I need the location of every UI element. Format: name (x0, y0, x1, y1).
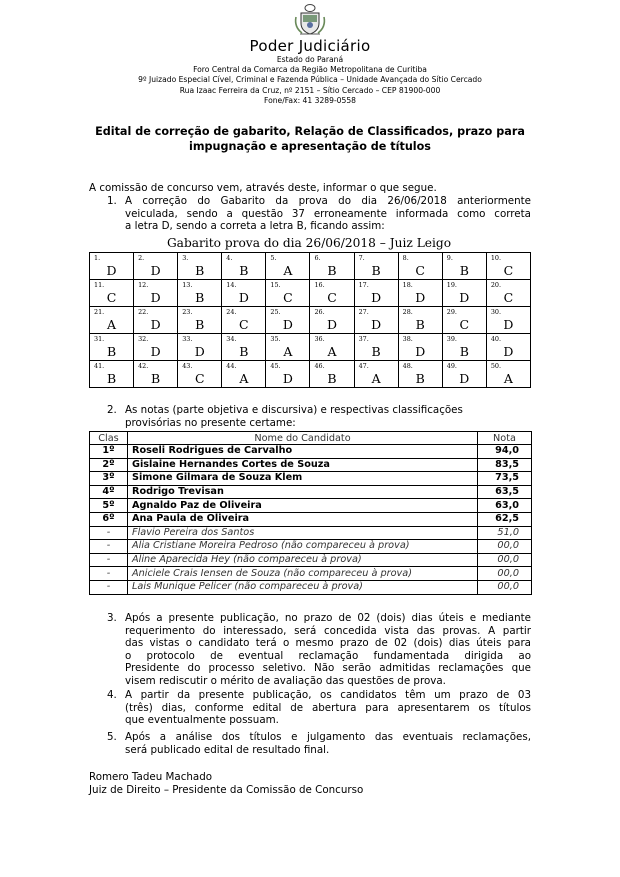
answer-letter: D (415, 290, 426, 305)
question-number: 22. (138, 308, 149, 316)
gabarito-cell (222, 307, 266, 334)
gabarito-cell (398, 280, 442, 307)
question-number: 44. (226, 362, 237, 370)
question-number: 8. (402, 254, 409, 262)
gabarito-cell (134, 280, 178, 307)
gabarito-cell (310, 361, 354, 388)
candidate-grade: 00,0 (478, 580, 532, 594)
answer-letter: A (327, 344, 337, 359)
answer-letter: D (327, 317, 338, 332)
edital-title-line2: impugnação e apresentação de títulos (189, 140, 431, 153)
candidate-name: Roseli Rodrigues de Carvalho (128, 445, 478, 459)
signature-role: Juiz de Direito – Presidente da Comissão de Concurso (89, 784, 364, 796)
candidate-grade: 00,0 (478, 567, 532, 581)
gabarito-row (90, 361, 531, 388)
answer-letter: C (283, 290, 293, 305)
gabarito-cell (486, 253, 530, 280)
candidate-rank: 1º (90, 445, 128, 459)
answer-letter: D (459, 371, 470, 386)
item3-line1: Após a presente publicação, no prazo de 02 (dois) dias úteis e mediante (125, 612, 531, 624)
candidate-grade: 62,5 (478, 512, 532, 526)
question-number: 18. (402, 281, 413, 289)
candidate-grade: 83,5 (478, 458, 532, 472)
answer-letter: D (106, 263, 117, 278)
answer-letter: D (238, 290, 249, 305)
col-header-class: Clas (90, 432, 128, 445)
candidate-rank: 5º (90, 499, 128, 513)
answer-letter: B (106, 344, 117, 359)
candidate-name: Aline Aparecida Hey (não compareceu à prova) (128, 553, 478, 567)
answer-letter: D (282, 317, 293, 332)
gabarito-cell (398, 307, 442, 334)
candidate-grade: 51,0 (478, 526, 532, 540)
item5-line1: Após a análise dos títulos e julgamento das eventuais reclamações, (125, 731, 531, 743)
question-number: 48. (402, 362, 413, 370)
gabarito-cell (354, 334, 398, 361)
candidate-name: Gislaine Hernandes Cortes de Souza (128, 458, 478, 472)
item1-line2: veiculada, sendo a questão 37 erroneamente informada como correta (125, 207, 531, 220)
gabarito-cell (442, 307, 486, 334)
candidate-rank: - (90, 580, 128, 594)
answer-letter: B (239, 344, 249, 359)
header-title: Poder Judiciário (249, 37, 371, 55)
gabarito-cell (354, 253, 398, 280)
answer-letter: B (239, 263, 249, 278)
answer-letter: B (459, 344, 469, 359)
candidate-name: Ana Paula de Oliveira (128, 512, 478, 526)
item1-line1: A correção do Gabarito da prova do dia 26/06/2018 anteriormente (125, 195, 531, 207)
classification-header-row (90, 432, 532, 445)
question-number: 45. (270, 362, 281, 370)
answer-letter: C (503, 263, 514, 278)
question-number: 41. (94, 362, 105, 370)
question-number: 31. (94, 335, 105, 343)
question-number: 37. (358, 335, 369, 343)
answer-letter: D (503, 344, 514, 359)
question-number: 42. (138, 362, 149, 370)
answer-letter: B (327, 263, 337, 278)
signature-name: Romero Tadeu Machado (89, 771, 213, 783)
gabarito-cell (90, 361, 134, 388)
answer-letter: C (327, 290, 337, 305)
gabarito-cell (178, 361, 222, 388)
gabarito-cell (134, 334, 178, 361)
question-number: 9. (446, 254, 453, 262)
candidate-row (90, 445, 532, 459)
gabarito-cell (266, 253, 310, 280)
candidate-row (90, 485, 532, 499)
gabarito-cell (398, 361, 442, 388)
gabarito-row (90, 280, 531, 307)
gabarito-table (89, 252, 531, 388)
question-number: 43. (182, 362, 193, 370)
gabarito-title: Gabarito prova do dia 26/06/2018 – Juiz Leigo (166, 236, 452, 250)
gabarito-cell (486, 307, 530, 334)
question-number: 10. (490, 254, 502, 262)
gabarito-row (90, 307, 531, 334)
edital-title-line1: Edital de correção de gabarito, Relação de Classificados, prazo para (95, 125, 525, 138)
answer-letter: C (194, 371, 205, 386)
gabarito-cell (486, 361, 530, 388)
gabarito-cell (266, 307, 310, 334)
gabarito-cell (134, 361, 178, 388)
item4-number: 4. (107, 689, 117, 701)
candidate-name: Rodrigo Trevisan (128, 485, 478, 499)
answer-letter: D (194, 344, 205, 359)
gabarito-cell (90, 280, 134, 307)
item5-number: 5. (107, 731, 117, 743)
question-number: 19. (446, 281, 457, 289)
candidate-row (90, 567, 532, 581)
candidate-grade: 00,0 (478, 540, 532, 554)
item3-line2: requerimento do interessado, será concedida vista das provas. A partir (125, 624, 531, 637)
question-number: 5. (270, 254, 277, 262)
question-number: 14. (226, 281, 237, 289)
question-number: 3. (182, 254, 189, 262)
question-number: 35. (270, 335, 281, 343)
candidate-rank: 3º (90, 472, 128, 486)
gabarito-row (90, 253, 531, 280)
gabarito-cell (266, 334, 310, 361)
answer-letter: B (371, 344, 381, 359)
question-number: 24. (226, 308, 237, 316)
candidate-grade: 63,5 (478, 485, 532, 499)
answer-letter: B (195, 317, 205, 332)
header-state: Estado do Paraná (276, 55, 344, 64)
question-number: 29. (446, 308, 457, 316)
question-number: 38. (402, 335, 413, 343)
candidate-row (90, 540, 532, 554)
answer-letter: D (371, 290, 382, 305)
answer-letter: B (459, 263, 469, 278)
gabarito-cell (90, 307, 134, 334)
question-number: 30. (490, 308, 502, 316)
question-number: 17. (358, 281, 369, 289)
question-number: 12. (138, 281, 149, 289)
question-number: 47. (358, 362, 369, 370)
question-number: 32. (138, 335, 149, 343)
candidate-rank: - (90, 553, 128, 567)
gabarito-cell (442, 253, 486, 280)
candidate-row (90, 553, 532, 567)
answer-letter: C (415, 263, 425, 278)
candidate-grade: 73,5 (478, 472, 532, 486)
gabarito-cell (90, 253, 134, 280)
gabarito-cell (442, 280, 486, 307)
col-header-grade: Nota (478, 432, 532, 445)
question-number: 50. (490, 362, 502, 370)
question-number: 6. (314, 254, 321, 262)
gabarito-cell (266, 361, 310, 388)
question-number: 49. (446, 362, 457, 370)
coat-of-arms-icon (292, 3, 328, 37)
gabarito-cell (398, 334, 442, 361)
item4-line2: (três) dias, conforme edital de abertura para apresentarem os títulos (125, 701, 531, 714)
answer-letter: A (371, 371, 381, 386)
question-number: 16. (314, 281, 325, 289)
answer-letter: D (150, 317, 161, 332)
gabarito-cell (310, 253, 354, 280)
question-number: 23. (182, 308, 193, 316)
answer-letter: D (150, 344, 161, 359)
answer-letter: B (371, 263, 381, 278)
answer-letter: D (371, 317, 382, 332)
answer-letter: B (415, 317, 425, 332)
gabarito-cell (222, 334, 266, 361)
candidate-grade: 63,0 (478, 499, 532, 513)
question-number: 13. (182, 281, 193, 289)
question-number: 46. (314, 362, 325, 370)
question-number: 2. (138, 254, 145, 262)
candidate-rank: 6º (90, 512, 128, 526)
header-phone: Fone/Fax: 41 3289-0558 (263, 96, 357, 105)
candidate-name: Aniciele Crais Iensen de Souza (não compareceu à prova) (128, 567, 478, 581)
candidate-row (90, 472, 532, 486)
gabarito-cell (442, 361, 486, 388)
answer-letter: B (415, 371, 425, 386)
gabarito-cell (178, 253, 222, 280)
gabarito-cell (310, 280, 354, 307)
question-number: 33. (182, 335, 193, 343)
answer-letter: D (459, 290, 470, 305)
gabarito-cell (398, 253, 442, 280)
candidate-rank: 2º (90, 458, 128, 472)
item5-line2: será publicado edital de resultado final. (125, 743, 330, 756)
item2-line1: As notas (parte objetiva e discursiva) e respectivas classificações (125, 404, 463, 416)
candidate-row (90, 580, 532, 594)
gabarito-cell (486, 280, 530, 307)
item3-number: 3. (107, 612, 117, 624)
answer-letter: B (195, 290, 205, 305)
answer-letter: C (503, 290, 514, 305)
candidate-rank: - (90, 567, 128, 581)
question-number: 20. (490, 281, 502, 289)
answer-letter: D (415, 344, 426, 359)
item3-line5: Presidente do processo seletivo. Não serão admitidas reclamações que (125, 662, 531, 675)
gabarito-cell (442, 334, 486, 361)
gabarito-cell (222, 361, 266, 388)
gabarito-cell (134, 307, 178, 334)
question-number: 34. (226, 335, 237, 343)
gabarito-cell (310, 307, 354, 334)
candidate-name: Alia Cristiane Moreira Pedroso (não compareceu à prova) (128, 540, 478, 554)
gabarito-cell (178, 307, 222, 334)
gabarito-cell (178, 280, 222, 307)
item2-number: 2. (107, 404, 117, 416)
gabarito-cell (178, 334, 222, 361)
item3-line6: visem rediscutir o mérito de avaliação das questões de prova. (125, 675, 446, 687)
answer-letter: A (107, 317, 117, 332)
item1-line3: a letra D, sendo a correta a letra B, ficando assim: (125, 220, 385, 233)
answer-letter: C (239, 317, 249, 332)
item2-line2: provisórias no presente certame: (125, 416, 296, 429)
question-number: 36. (314, 335, 325, 343)
item1-number: 1. (107, 195, 117, 207)
answer-letter: A (283, 263, 293, 278)
candidate-name: Agnaldo Paz de Oliveira (128, 499, 478, 513)
question-number: 25. (270, 308, 281, 316)
answer-letter: D (503, 317, 514, 332)
candidate-grade: 94,0 (478, 445, 532, 459)
answer-letter: B (151, 371, 161, 386)
question-number: 26. (314, 308, 325, 316)
gabarito-cell (310, 334, 354, 361)
candidate-rank: - (90, 526, 128, 540)
question-number: 7. (358, 254, 365, 262)
item3-line3: das vistas o candidato terá o mesmo prazo de 02 (dois) dias úteis para (125, 637, 531, 650)
candidate-row (90, 526, 532, 540)
gabarito-row (90, 334, 531, 361)
header-address: Rua Izaac Ferreira da Cruz, nº 2151 – Sítio Cercado – CEP 81900-000 (179, 86, 441, 95)
answer-letter: D (150, 290, 161, 305)
question-number: 21. (94, 308, 105, 316)
candidate-row (90, 458, 532, 472)
answer-letter: A (239, 371, 249, 386)
candidate-row (90, 512, 532, 526)
question-number: 1. (94, 254, 101, 262)
classification-table (89, 431, 532, 595)
gabarito-cell (486, 334, 530, 361)
gabarito-cell (354, 280, 398, 307)
edital-title (60, 124, 560, 154)
candidate-grade: 00,0 (478, 553, 532, 567)
answer-letter: D (150, 263, 161, 278)
answer-letter: B (195, 263, 205, 278)
question-number: 40. (490, 335, 502, 343)
candidate-name: Lais Munique Pelicer (não compareceu à prova) (128, 580, 478, 594)
col-header-name: Nome do Candidato (128, 432, 478, 445)
candidate-name: Simone Gilmara de Souza Klem (128, 472, 478, 486)
gabarito-cell (134, 253, 178, 280)
gabarito-cell (354, 307, 398, 334)
candidate-rank: 4º (90, 485, 128, 499)
answer-letter: A (283, 344, 293, 359)
answer-letter: B (327, 371, 337, 386)
answer-letter: D (282, 371, 293, 386)
gabarito-cell (266, 280, 310, 307)
answer-letter: B (106, 371, 117, 386)
candidate-rank: - (90, 540, 128, 554)
intro-text: A comissão de concurso vem, através deste, informar o que segue. (89, 182, 437, 194)
question-number: 4. (226, 254, 233, 262)
header-unit: 9º Juizado Especial Cível, Criminal e Fazenda Pública – Unidade Avançada do Sítio Cercado (138, 75, 482, 84)
gabarito-cell (222, 253, 266, 280)
item4-line1: A partir da presente publicação, os candidatos têm um prazo de 03 (125, 689, 531, 701)
answer-letter: C (459, 317, 470, 332)
candidate-row (90, 499, 532, 513)
answer-letter: C (106, 290, 117, 305)
gabarito-cell (90, 334, 134, 361)
question-number: 39. (446, 335, 457, 343)
answer-letter: A (503, 371, 513, 386)
item3-line4: o protocolo de eventual reclamação fundamentada dirigida ao (125, 649, 531, 662)
question-number: 11. (94, 281, 105, 289)
question-number: 27. (358, 308, 369, 316)
gabarito-cell (222, 280, 266, 307)
question-number: 28. (402, 308, 413, 316)
gabarito-cell (354, 361, 398, 388)
item4-line3: que eventualmente possuam. (125, 714, 279, 727)
header-court: Foro Central da Comarca da Região Metropolitana de Curitiba (193, 65, 427, 74)
question-number: 15. (270, 281, 281, 289)
candidate-name: Flavio Pereira dos Santos (128, 526, 478, 540)
